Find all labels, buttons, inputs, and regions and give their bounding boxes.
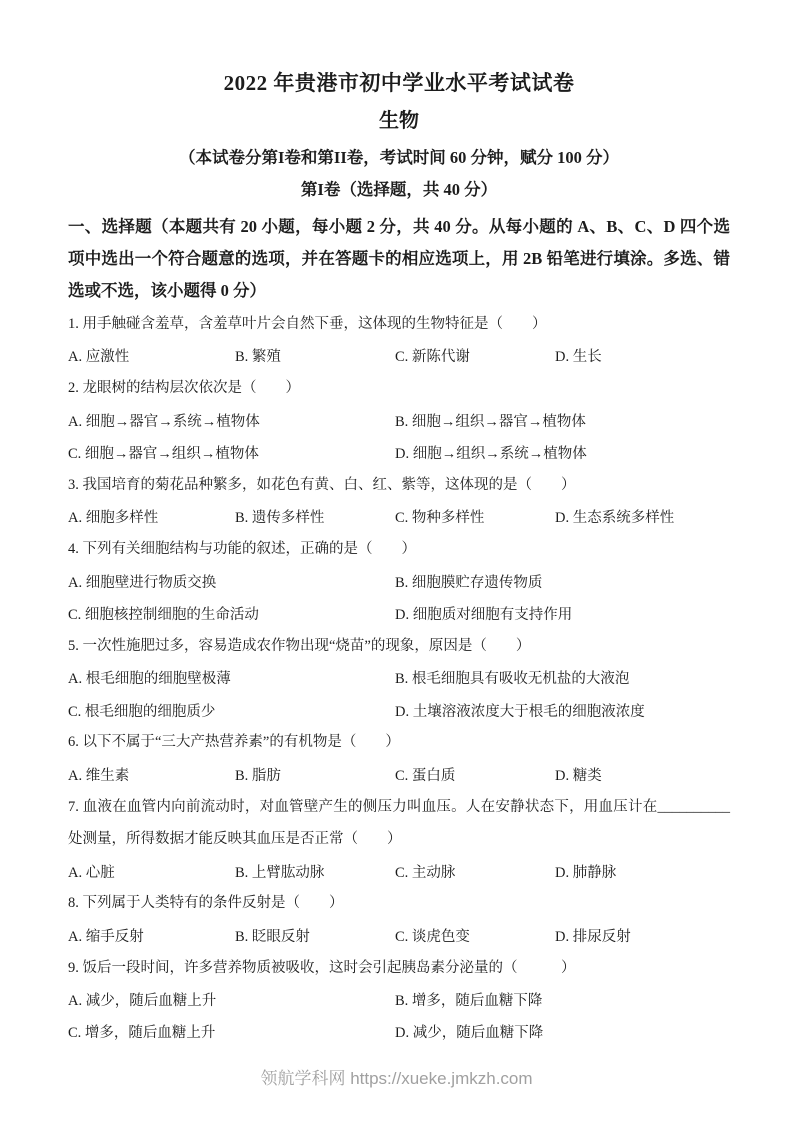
- question-2-option-b: B. 细胞→组织→器官→植物体: [395, 413, 586, 430]
- question-2: [68, 372, 730, 469]
- question-2-option-c: C. 细胞→器官→组织→植物体: [68, 445, 259, 462]
- question-7-text: 7. 血液在血管内向前流动时，对血管壁产生的侧压力叫血压。人在安静状态下，用血压计在__________处测量，所得数据才能反映其血压是否正常（ ）: [68, 798, 730, 847]
- question-2-option-d: D. 细胞→组织→系统→植物体: [395, 445, 587, 462]
- footer-url-link[interactable]: https://xueke.jmkzh.com: [350, 1069, 533, 1088]
- question-4-options: [68, 565, 730, 629]
- question-3: [68, 469, 730, 533]
- question-7-options: [68, 855, 730, 887]
- question-5-options: [68, 662, 730, 726]
- question-1-option-c: C. 新陈代谢: [395, 349, 470, 366]
- question-list: [68, 308, 730, 1048]
- section-instructions: 一、选择题（本题共有 20 小题，每小题 2 分，共 40 分。从每小题的 A、B、C、D 四个选项中选出一个符合题意的选项，并在答题卡的相应选项上，用 2B 铅笔进行填涂。多选、错选或不选，该小题得 0 分）: [68, 217, 730, 301]
- question-9-option-b: B. 增多，随后血糖下降: [395, 993, 543, 1010]
- question-7: [68, 791, 730, 888]
- watermark-footer: [0, 1064, 793, 1089]
- question-3-option-b: B. 遗传多样性: [235, 510, 325, 527]
- question-5-text: 5. 一次性施肥过多，容易造成农作物出现“烧苗”的现象，原因是（ ）: [68, 637, 531, 654]
- question-4-option-c: C. 细胞核控制细胞的生命活动: [68, 606, 259, 623]
- question-1: [68, 308, 730, 372]
- question-5-option-b: B. 根毛细胞具有吸收无机盐的大液泡: [395, 671, 630, 688]
- question-6-text: 6. 以下不属于“三大产热营养素”的有机物是（ ）: [68, 734, 400, 751]
- question-9-text: 9. 饭后一段时间，许多营养物质被吸收，这时会引起胰岛素分泌量的（ ）: [68, 959, 576, 976]
- question-3-option-a: A. 细胞多样性: [68, 510, 159, 527]
- question-8-options: [68, 919, 730, 951]
- question-1-text: 1. 用手触碰含羞草，含羞草叶片会自然下垂，这体现的生物特征是（ ）: [68, 315, 547, 332]
- paper-info-line: （本试卷分第I卷和第II卷，考试时间 60 分钟，赋分 100 分）: [178, 148, 619, 167]
- question-5-option-c: C. 根毛细胞的细胞质少: [68, 703, 216, 720]
- question-3-text: 3. 我国培育的菊花品种繁多，如花色有黄、白、红、紫等，这体现的是（ ）: [68, 476, 576, 493]
- question-9-option-d: D. 减少，随后血糖下降: [395, 1025, 544, 1042]
- question-4-option-d: D. 细胞质对细胞有支持作用: [395, 606, 573, 623]
- question-4-text: 4. 下列有关细胞结构与功能的叙述，正确的是（ ）: [68, 540, 416, 557]
- question-6-option-b: B. 脂肪: [235, 767, 281, 784]
- question-2-options: [68, 404, 730, 468]
- question-7-option-c: C. 主动脉: [395, 864, 456, 881]
- question-2-option-a: A. 细胞→器官→系统→植物体: [68, 413, 260, 430]
- question-6: [68, 726, 730, 790]
- question-8-option-b: B. 眨眼反射: [235, 928, 310, 945]
- question-9-option-a: A. 减少，随后血糖上升: [68, 993, 217, 1010]
- question-2-text: 2. 龙眼树的结构层次依次是（ ）: [68, 380, 300, 396]
- section-heading: 第I卷（选择题，共 40 分）: [300, 180, 498, 199]
- question-5: [68, 630, 730, 727]
- question-1-option-d: D. 生长: [555, 349, 602, 366]
- question-6-option-d: D. 糖类: [555, 767, 602, 784]
- question-8: [68, 887, 730, 951]
- question-8-option-c: C. 谈虎色变: [395, 928, 470, 945]
- question-5-option-a: A. 根毛细胞的细胞壁极薄: [68, 671, 231, 688]
- question-9: [68, 952, 730, 1049]
- question-6-option-a: A. 维生素: [68, 767, 130, 784]
- question-1-option-a: A. 应激性: [68, 349, 130, 366]
- question-1-option-b: B. 繁殖: [235, 349, 281, 366]
- question-7-option-a: A. 心脏: [68, 864, 115, 881]
- page-title: 2022 年贵港市初中学业水平考试试卷: [223, 71, 575, 95]
- question-4-option-a: A. 细胞壁进行物质交换: [68, 574, 217, 591]
- question-6-option-c: C. 蛋白质: [395, 767, 456, 784]
- question-9-options: [68, 984, 730, 1048]
- footer-site-name: 领航学科网: [260, 1069, 346, 1088]
- question-8-option-d: D. 排尿反射: [555, 928, 631, 945]
- question-3-options: [68, 501, 730, 533]
- question-3-option-d: D. 生态系统多样性: [555, 510, 675, 527]
- question-1-options: [68, 340, 730, 372]
- question-4-option-b: B. 细胞膜贮存遗传物质: [395, 574, 543, 591]
- question-5-option-d: D. 土壤溶液浓度大于根毛的细胞液浓度: [395, 703, 645, 720]
- question-4: [68, 533, 730, 630]
- question-8-option-a: A. 缩手反射: [68, 928, 144, 945]
- question-7-option-b: B. 上臂肱动脉: [235, 864, 325, 881]
- question-9-option-c: C. 增多，随后血糖上升: [68, 1025, 216, 1042]
- question-7-option-d: D. 肺静脉: [555, 864, 617, 881]
- subject-title: 生物: [379, 110, 419, 132]
- question-8-text: 8. 下列属于人类特有的条件反射是（ ）: [68, 895, 344, 912]
- exam-paper-content: [68, 0, 730, 1048]
- question-3-option-c: C. 物种多样性: [395, 510, 485, 527]
- question-6-options: [68, 758, 730, 790]
